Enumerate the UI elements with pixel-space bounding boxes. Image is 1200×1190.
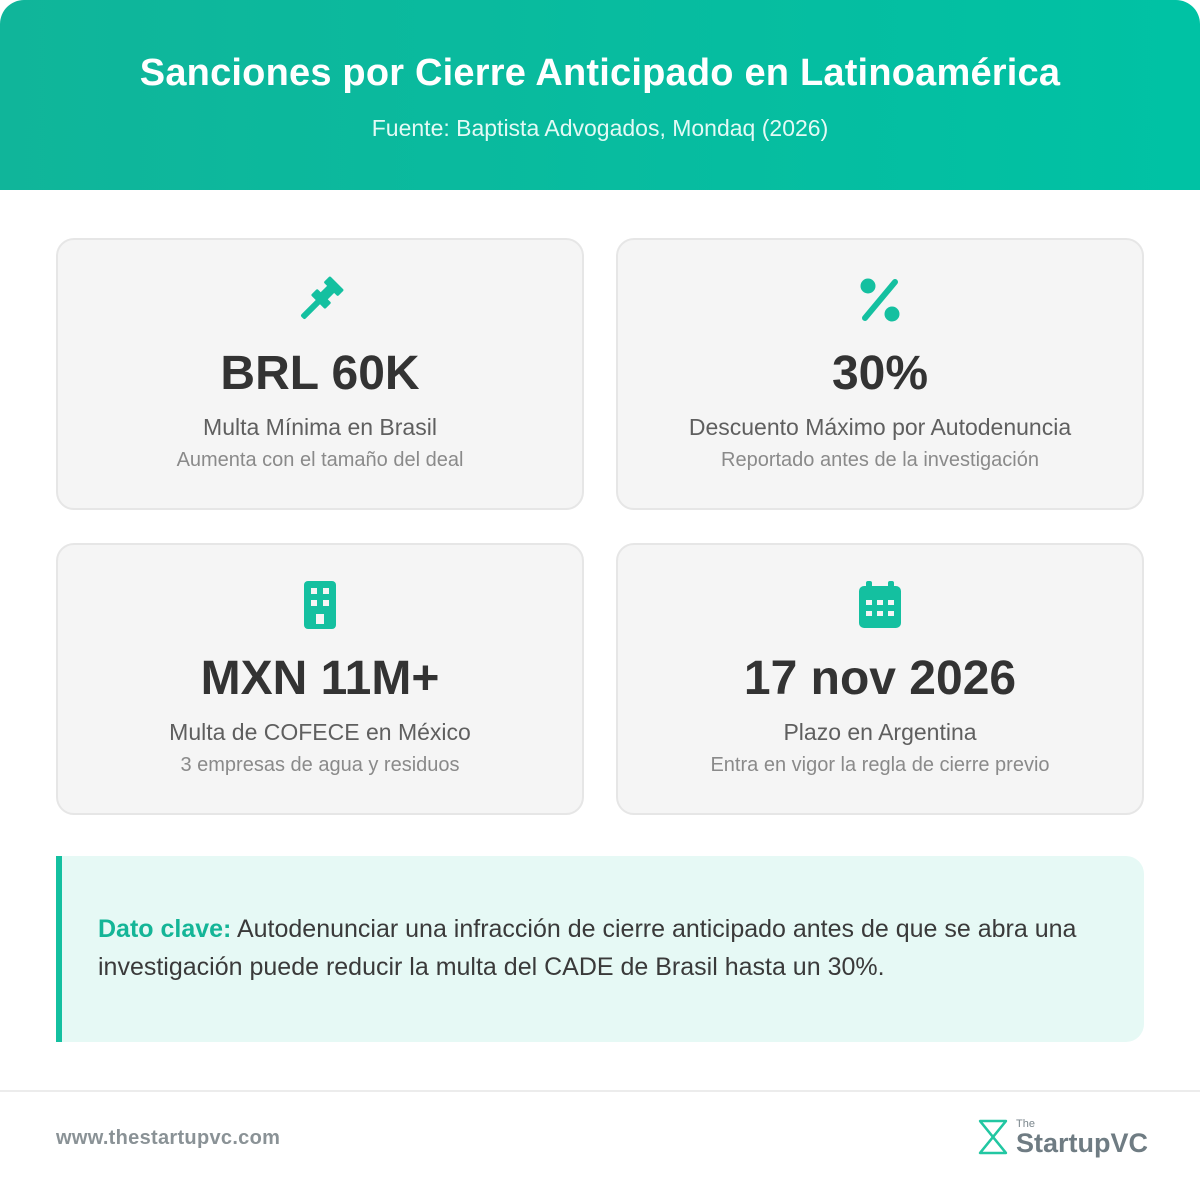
logo-small-text: The <box>1016 1118 1035 1130</box>
stat-label: Multa Mínima en Brasil <box>203 414 437 440</box>
stat-card-argentina-deadline <box>616 543 1144 815</box>
stat-label: Plazo en Argentina <box>783 719 977 745</box>
startupvc-logo-mark-icon <box>976 1118 1010 1156</box>
calendar-icon <box>854 579 906 631</box>
logo-name-text: StartupVC <box>1016 1128 1149 1158</box>
page-subtitle: Fuente: Baptista Advogados, Mondaq (2026) <box>371 115 829 141</box>
key-fact-text: Autodenunciar una infracción de cierre anticipado antes de que se abra una investigación puede reducir la multa del CADE de Brasil hasta un 30%. <box>98 915 1077 981</box>
stat-label: Multa de COFECE en México <box>169 719 471 745</box>
stat-card-mexico-fine <box>56 543 584 815</box>
building-icon <box>294 579 346 631</box>
stat-value: 30% <box>831 347 929 400</box>
stat-sublabel: Entra en vigor la regla de cierre previo <box>710 754 1050 776</box>
stat-value: MXN 11M+ <box>200 652 440 705</box>
header-banner <box>0 0 1200 190</box>
page-title: Sanciones por Cierre Anticipado en Latinoamérica <box>139 52 1061 94</box>
percent-icon <box>854 274 906 326</box>
stat-value: BRL 60K <box>220 347 420 400</box>
stat-sublabel: 3 empresas de agua y residuos <box>180 754 460 776</box>
stat-sublabel: Aumenta con el tamaño del deal <box>176 449 464 471</box>
stat-value: 17 nov 2026 <box>743 652 1017 705</box>
footer-divider <box>0 1090 1200 1092</box>
key-fact-label: Dato clave: <box>98 915 232 943</box>
stat-label: Descuento Máximo por Autodenuncia <box>688 414 1072 440</box>
stat-card-self-report-discount <box>616 238 1144 510</box>
footer-website-link[interactable]: www.thestartupvc.com <box>56 1127 281 1149</box>
stat-card-brazil-fine <box>56 238 584 510</box>
gavel-icon <box>294 274 346 326</box>
stat-sublabel: Reportado antes de la investigación <box>721 449 1039 471</box>
key-fact-callout <box>56 856 1144 1042</box>
startupvc-logo <box>976 1116 1149 1160</box>
